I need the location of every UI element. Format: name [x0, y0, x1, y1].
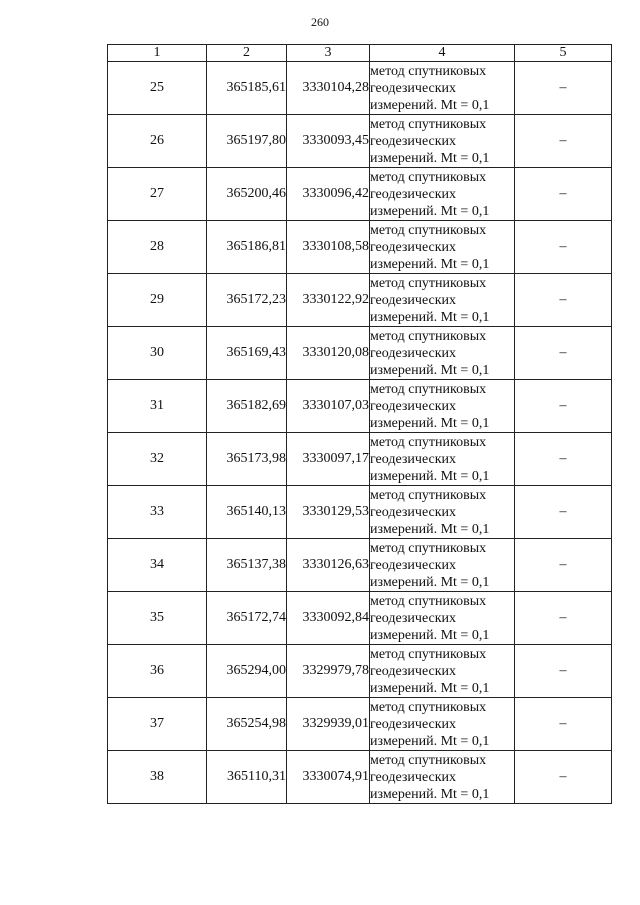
method-text-line: геодезических	[370, 610, 457, 626]
y-coordinate-cell: 3330092,84	[287, 592, 370, 645]
method-text-line: геодезических	[370, 186, 457, 202]
method-cell	[370, 486, 515, 539]
method-text-line: геодезических	[370, 292, 457, 308]
table-body	[108, 62, 612, 804]
method-cell	[370, 698, 515, 751]
column-5-cell: –	[515, 698, 612, 751]
method-text-line: измерений. Mt = 0,1	[370, 786, 490, 802]
method-text-line: геодезических	[370, 769, 457, 785]
method-text-line: геодезических	[370, 716, 457, 732]
x-coordinate-cell: 365140,13	[207, 486, 287, 539]
column-5-cell: –	[515, 751, 612, 804]
method-text-line: измерений. Mt = 0,1	[370, 256, 490, 272]
method-text-line: измерений. Mt = 0,1	[370, 362, 490, 378]
table-row	[108, 380, 612, 433]
table-row	[108, 115, 612, 168]
method-text-line: измерений. Mt = 0,1	[370, 733, 490, 749]
x-coordinate-cell: 365110,31	[207, 751, 287, 804]
column-5-cell: –	[515, 486, 612, 539]
method-text-line: геодезических	[370, 663, 457, 679]
method-text-line: измерений. Mt = 0,1	[370, 415, 490, 431]
method-text-line: геодезических	[370, 451, 457, 467]
point-number-cell: 35	[108, 592, 207, 645]
method-text-line: метод спутниковых	[370, 169, 487, 185]
method-cell	[370, 645, 515, 698]
method-text-line: измерений. Mt = 0,1	[370, 680, 490, 696]
x-coordinate-cell: 365197,80	[207, 115, 287, 168]
method-text-line: метод спутниковых	[370, 275, 487, 291]
column-5-cell: –	[515, 221, 612, 274]
x-coordinate-cell: 365200,46	[207, 168, 287, 221]
column-5-cell: –	[515, 645, 612, 698]
column-header-1: 1	[108, 45, 207, 62]
method-text-line: метод спутниковых	[370, 434, 487, 450]
point-number-cell: 31	[108, 380, 207, 433]
x-coordinate-cell: 365185,61	[207, 62, 287, 115]
method-cell	[370, 539, 515, 592]
table-header-row	[108, 45, 612, 62]
y-coordinate-cell: 3330104,28	[287, 62, 370, 115]
method-text-line: метод спутниковых	[370, 540, 487, 556]
method-text-line: измерений. Mt = 0,1	[370, 627, 490, 643]
point-number-cell: 27	[108, 168, 207, 221]
method-cell	[370, 327, 515, 380]
table-row	[108, 274, 612, 327]
method-text-line: измерений. Mt = 0,1	[370, 574, 490, 590]
point-number-cell: 38	[108, 751, 207, 804]
method-text-line: геодезических	[370, 80, 457, 96]
method-text-line: метод спутниковых	[370, 646, 487, 662]
column-5-cell: –	[515, 327, 612, 380]
method-text-line: измерений. Mt = 0,1	[370, 150, 490, 166]
method-cell	[370, 62, 515, 115]
point-number-cell: 34	[108, 539, 207, 592]
point-number-cell: 36	[108, 645, 207, 698]
method-cell	[370, 274, 515, 327]
x-coordinate-cell: 365182,69	[207, 380, 287, 433]
table-row	[108, 433, 612, 486]
y-coordinate-cell: 3330093,45	[287, 115, 370, 168]
method-text-line: метод спутниковых	[370, 328, 487, 344]
column-5-cell: –	[515, 168, 612, 221]
x-coordinate-cell: 365186,81	[207, 221, 287, 274]
y-coordinate-cell: 3330096,42	[287, 168, 370, 221]
method-text-line: метод спутниковых	[370, 699, 487, 715]
coordinates-table	[107, 44, 612, 804]
method-text-line: измерений. Mt = 0,1	[370, 97, 490, 113]
x-coordinate-cell: 365294,00	[207, 645, 287, 698]
method-text-line: геодезических	[370, 133, 457, 149]
table-row	[108, 221, 612, 274]
table-row	[108, 592, 612, 645]
page-number: 260	[311, 15, 329, 29]
method-text-line: метод спутниковых	[370, 752, 487, 768]
y-coordinate-cell: 3329979,78	[287, 645, 370, 698]
point-number-cell: 37	[108, 698, 207, 751]
column-5-cell: –	[515, 62, 612, 115]
table-row	[108, 751, 612, 804]
table-row	[108, 698, 612, 751]
y-coordinate-cell: 3330120,08	[287, 327, 370, 380]
table-row	[108, 62, 612, 115]
y-coordinate-cell: 3330097,17	[287, 433, 370, 486]
point-number-cell: 28	[108, 221, 207, 274]
method-text-line: метод спутниковых	[370, 487, 487, 503]
y-coordinate-cell: 3330074,91	[287, 751, 370, 804]
method-text-line: геодезических	[370, 239, 457, 255]
method-text-line: геодезических	[370, 557, 457, 573]
point-number-cell: 33	[108, 486, 207, 539]
x-coordinate-cell: 365172,23	[207, 274, 287, 327]
method-text-line: метод спутниковых	[370, 63, 487, 79]
method-text-line: измерений. Mt = 0,1	[370, 468, 490, 484]
column-5-cell: –	[515, 433, 612, 486]
column-header-4: 4	[370, 45, 515, 62]
column-5-cell: –	[515, 380, 612, 433]
table-row	[108, 168, 612, 221]
y-coordinate-cell: 3329939,01	[287, 698, 370, 751]
table-row	[108, 539, 612, 592]
method-text-line: метод спутниковых	[370, 116, 487, 132]
x-coordinate-cell: 365169,43	[207, 327, 287, 380]
method-cell	[370, 380, 515, 433]
table-row	[108, 645, 612, 698]
column-5-cell: –	[515, 115, 612, 168]
method-text-line: метод спутниковых	[370, 222, 487, 238]
table-row	[108, 486, 612, 539]
point-number-cell: 32	[108, 433, 207, 486]
method-text-line: измерений. Mt = 0,1	[370, 521, 490, 537]
method-cell	[370, 592, 515, 645]
x-coordinate-cell: 365173,98	[207, 433, 287, 486]
method-cell	[370, 433, 515, 486]
method-cell	[370, 168, 515, 221]
method-text-line: геодезических	[370, 345, 457, 361]
column-header-2: 2	[207, 45, 287, 62]
point-number-cell: 29	[108, 274, 207, 327]
y-coordinate-cell: 3330122,92	[287, 274, 370, 327]
column-5-cell: –	[515, 592, 612, 645]
point-number-cell: 30	[108, 327, 207, 380]
table-row	[108, 327, 612, 380]
method-text-line: геодезических	[370, 398, 457, 414]
method-text-line: измерений. Mt = 0,1	[370, 309, 490, 325]
column-5-cell: –	[515, 274, 612, 327]
method-text-line: метод спутниковых	[370, 593, 487, 609]
y-coordinate-cell: 3330108,58	[287, 221, 370, 274]
method-cell	[370, 115, 515, 168]
point-number-cell: 26	[108, 115, 207, 168]
y-coordinate-cell: 3330129,53	[287, 486, 370, 539]
x-coordinate-cell: 365254,98	[207, 698, 287, 751]
method-cell	[370, 221, 515, 274]
point-number-cell: 25	[108, 62, 207, 115]
method-cell	[370, 751, 515, 804]
y-coordinate-cell: 3330107,03	[287, 380, 370, 433]
x-coordinate-cell: 365137,38	[207, 539, 287, 592]
method-text-line: геодезических	[370, 504, 457, 520]
column-header-3: 3	[287, 45, 370, 62]
x-coordinate-cell: 365172,74	[207, 592, 287, 645]
method-text-line: метод спутниковых	[370, 381, 487, 397]
y-coordinate-cell: 3330126,63	[287, 539, 370, 592]
method-text-line: измерений. Mt = 0,1	[370, 203, 490, 219]
column-5-cell: –	[515, 539, 612, 592]
column-header-5: 5	[515, 45, 612, 62]
